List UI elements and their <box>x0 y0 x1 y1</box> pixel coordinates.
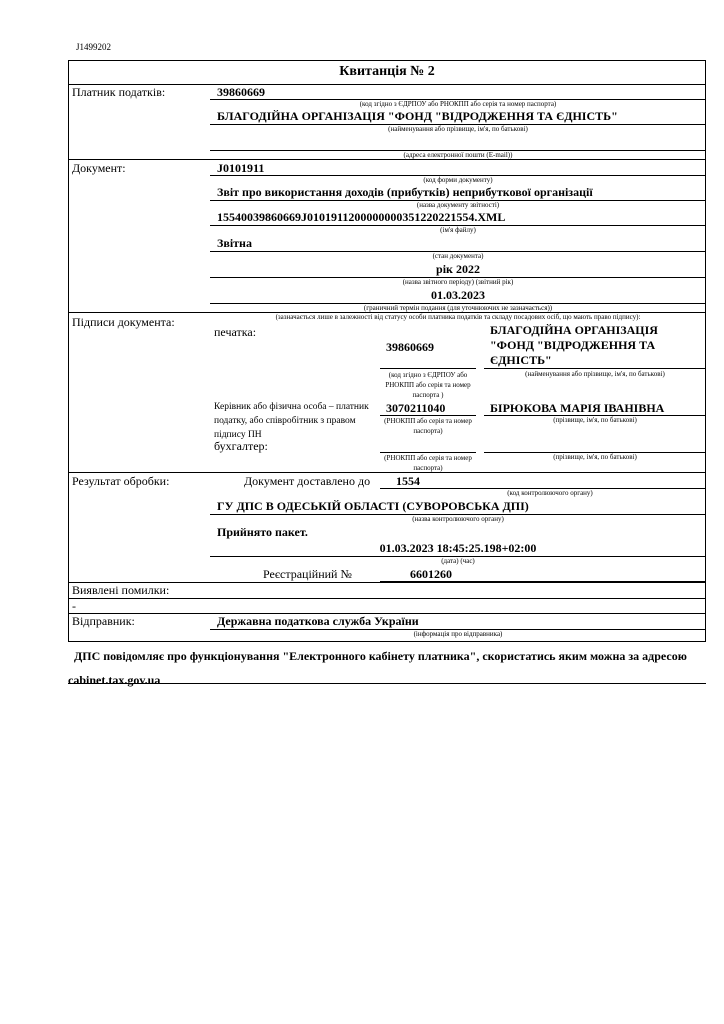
head-label: Керівник або фізична особа – платник податку, або співробітник з правом підпису ПН <box>214 402 369 440</box>
document-label: Документ: <box>72 161 126 175</box>
sender-name: Державна податкова служба України <box>217 614 419 628</box>
document-name-caption: (назва документу звітності) <box>416 201 500 209</box>
result-datetime-caption: (дата) (час) <box>441 557 475 565</box>
org-name-caption: (назва контролюючого органу) <box>412 515 504 523</box>
signatures-note: (зазначається лише в залежності від статусу особи платника податків та складу посадових осіб, що мають право підпису): <box>275 313 641 321</box>
result-label: Результат обробки: <box>72 474 170 488</box>
divider <box>68 159 706 160</box>
underline <box>380 368 476 369</box>
document-form-caption: (код форми документу) <box>423 176 493 184</box>
seal-code-caption: (код згідно з ЄДРПОУ або РНОКПП або серія та номер паспорта ) <box>385 371 471 399</box>
org-code-caption: (код контролюючого органу) <box>507 489 593 497</box>
seal-name-caption: (найменування або прізвище, ім'я, по батькові) <box>525 370 665 378</box>
footer-notice: ДПС повідомляє про функціонування "Електронного кабінету платника", скористатись яким можна за адресою cabinet.tax.gov.ua <box>68 649 687 687</box>
document-state: Звітна <box>217 236 252 250</box>
document-period-caption: (назва звітного періоду) (звітний рік) <box>402 278 514 286</box>
document-file: 15540039860669J0101911200000000351220221554.XML <box>217 210 506 224</box>
accountant-code-caption: (РНОКПП або серія та номер паспорта) <box>384 454 472 472</box>
head-name: БІРЮКОВА МАРІЯ ІВАНІВНА <box>490 401 665 415</box>
divider <box>68 472 706 473</box>
document-state-caption: (стан документа) <box>432 252 484 260</box>
document-deadline: 01.03.2023 <box>431 288 485 302</box>
registration-label: Реєстраційний № <box>263 567 352 581</box>
head-name-caption: (прізвище, ім'я, по батькові) <box>553 416 637 424</box>
accountant-name-caption: (прізвище, ім'я, по батькові) <box>553 453 637 461</box>
seal-label: печатка: <box>214 325 257 339</box>
payer-code-caption: (код згідно з ЄДРПОУ або РНОКПП або серія та номер паспорта) <box>359 100 557 108</box>
sender-label: Відправник: <box>72 614 135 628</box>
form-code: J1499202 <box>76 42 112 52</box>
result-status: Прийнято пакет. <box>217 525 308 539</box>
accountant-label: бухгалтер: <box>214 439 268 453</box>
payer-name: БЛАГОДІЙНА ОРГАНІЗАЦІЯ "ФОНД "ВІДРОДЖЕННЯ ТА ЄДНІСТЬ" <box>217 109 618 123</box>
sender-caption: (інформація про відправника) <box>413 630 503 638</box>
document-deadline-caption: (граничний термін подання (для уточнюючих не зазначається)) <box>363 304 553 312</box>
payer-label: Платник податків: <box>72 85 166 99</box>
payer-code: 39860669 <box>217 85 265 99</box>
signatures-label: Підписи документа: <box>72 315 175 329</box>
errors-label: Виявлені помилки: <box>72 583 170 597</box>
payer-email-caption: (адреса електронної пошти (E-mail)) <box>403 151 513 159</box>
seal-code: 39860669 <box>386 340 434 354</box>
document-name: Звіт про використання доходів (прибутків) неприбуткової організації <box>217 185 593 199</box>
payer-name-caption: (найменування або прізвище, ім'я, по батькові) <box>388 125 528 133</box>
org-name: ГУ ДПС В ОДЕСЬКІЙ ОБЛАСТІ (СУВОРОВСЬКА ДПІ) <box>217 499 529 513</box>
divider <box>68 598 706 599</box>
seal-name: БЛАГОДІЙНА ОРГАНІЗАЦІЯ "ФОНД "ВІДРОДЖЕННЯ ТА ЄДНІСТЬ" <box>490 323 658 367</box>
document-file-caption: (ім'я файлу) <box>440 226 476 234</box>
document-period: рік 2022 <box>436 262 480 276</box>
registration-number: 6601260 <box>410 567 452 581</box>
head-code: 3070211040 <box>386 401 446 415</box>
delivered-text: Документ доставлено до <box>244 474 371 488</box>
underline <box>484 368 706 369</box>
errors-value: - <box>72 599 76 613</box>
result-datetime: 01.03.2023 18:45:25.198+02:00 <box>379 541 537 555</box>
org-code: 1554 <box>396 474 420 488</box>
receipt-title: Квитанція № 2 <box>339 64 435 79</box>
head-code-caption: (РНОКПП або серія та номер паспорта) <box>384 417 472 435</box>
document-form: J0101911 <box>217 161 265 175</box>
footer-divider <box>68 683 706 684</box>
